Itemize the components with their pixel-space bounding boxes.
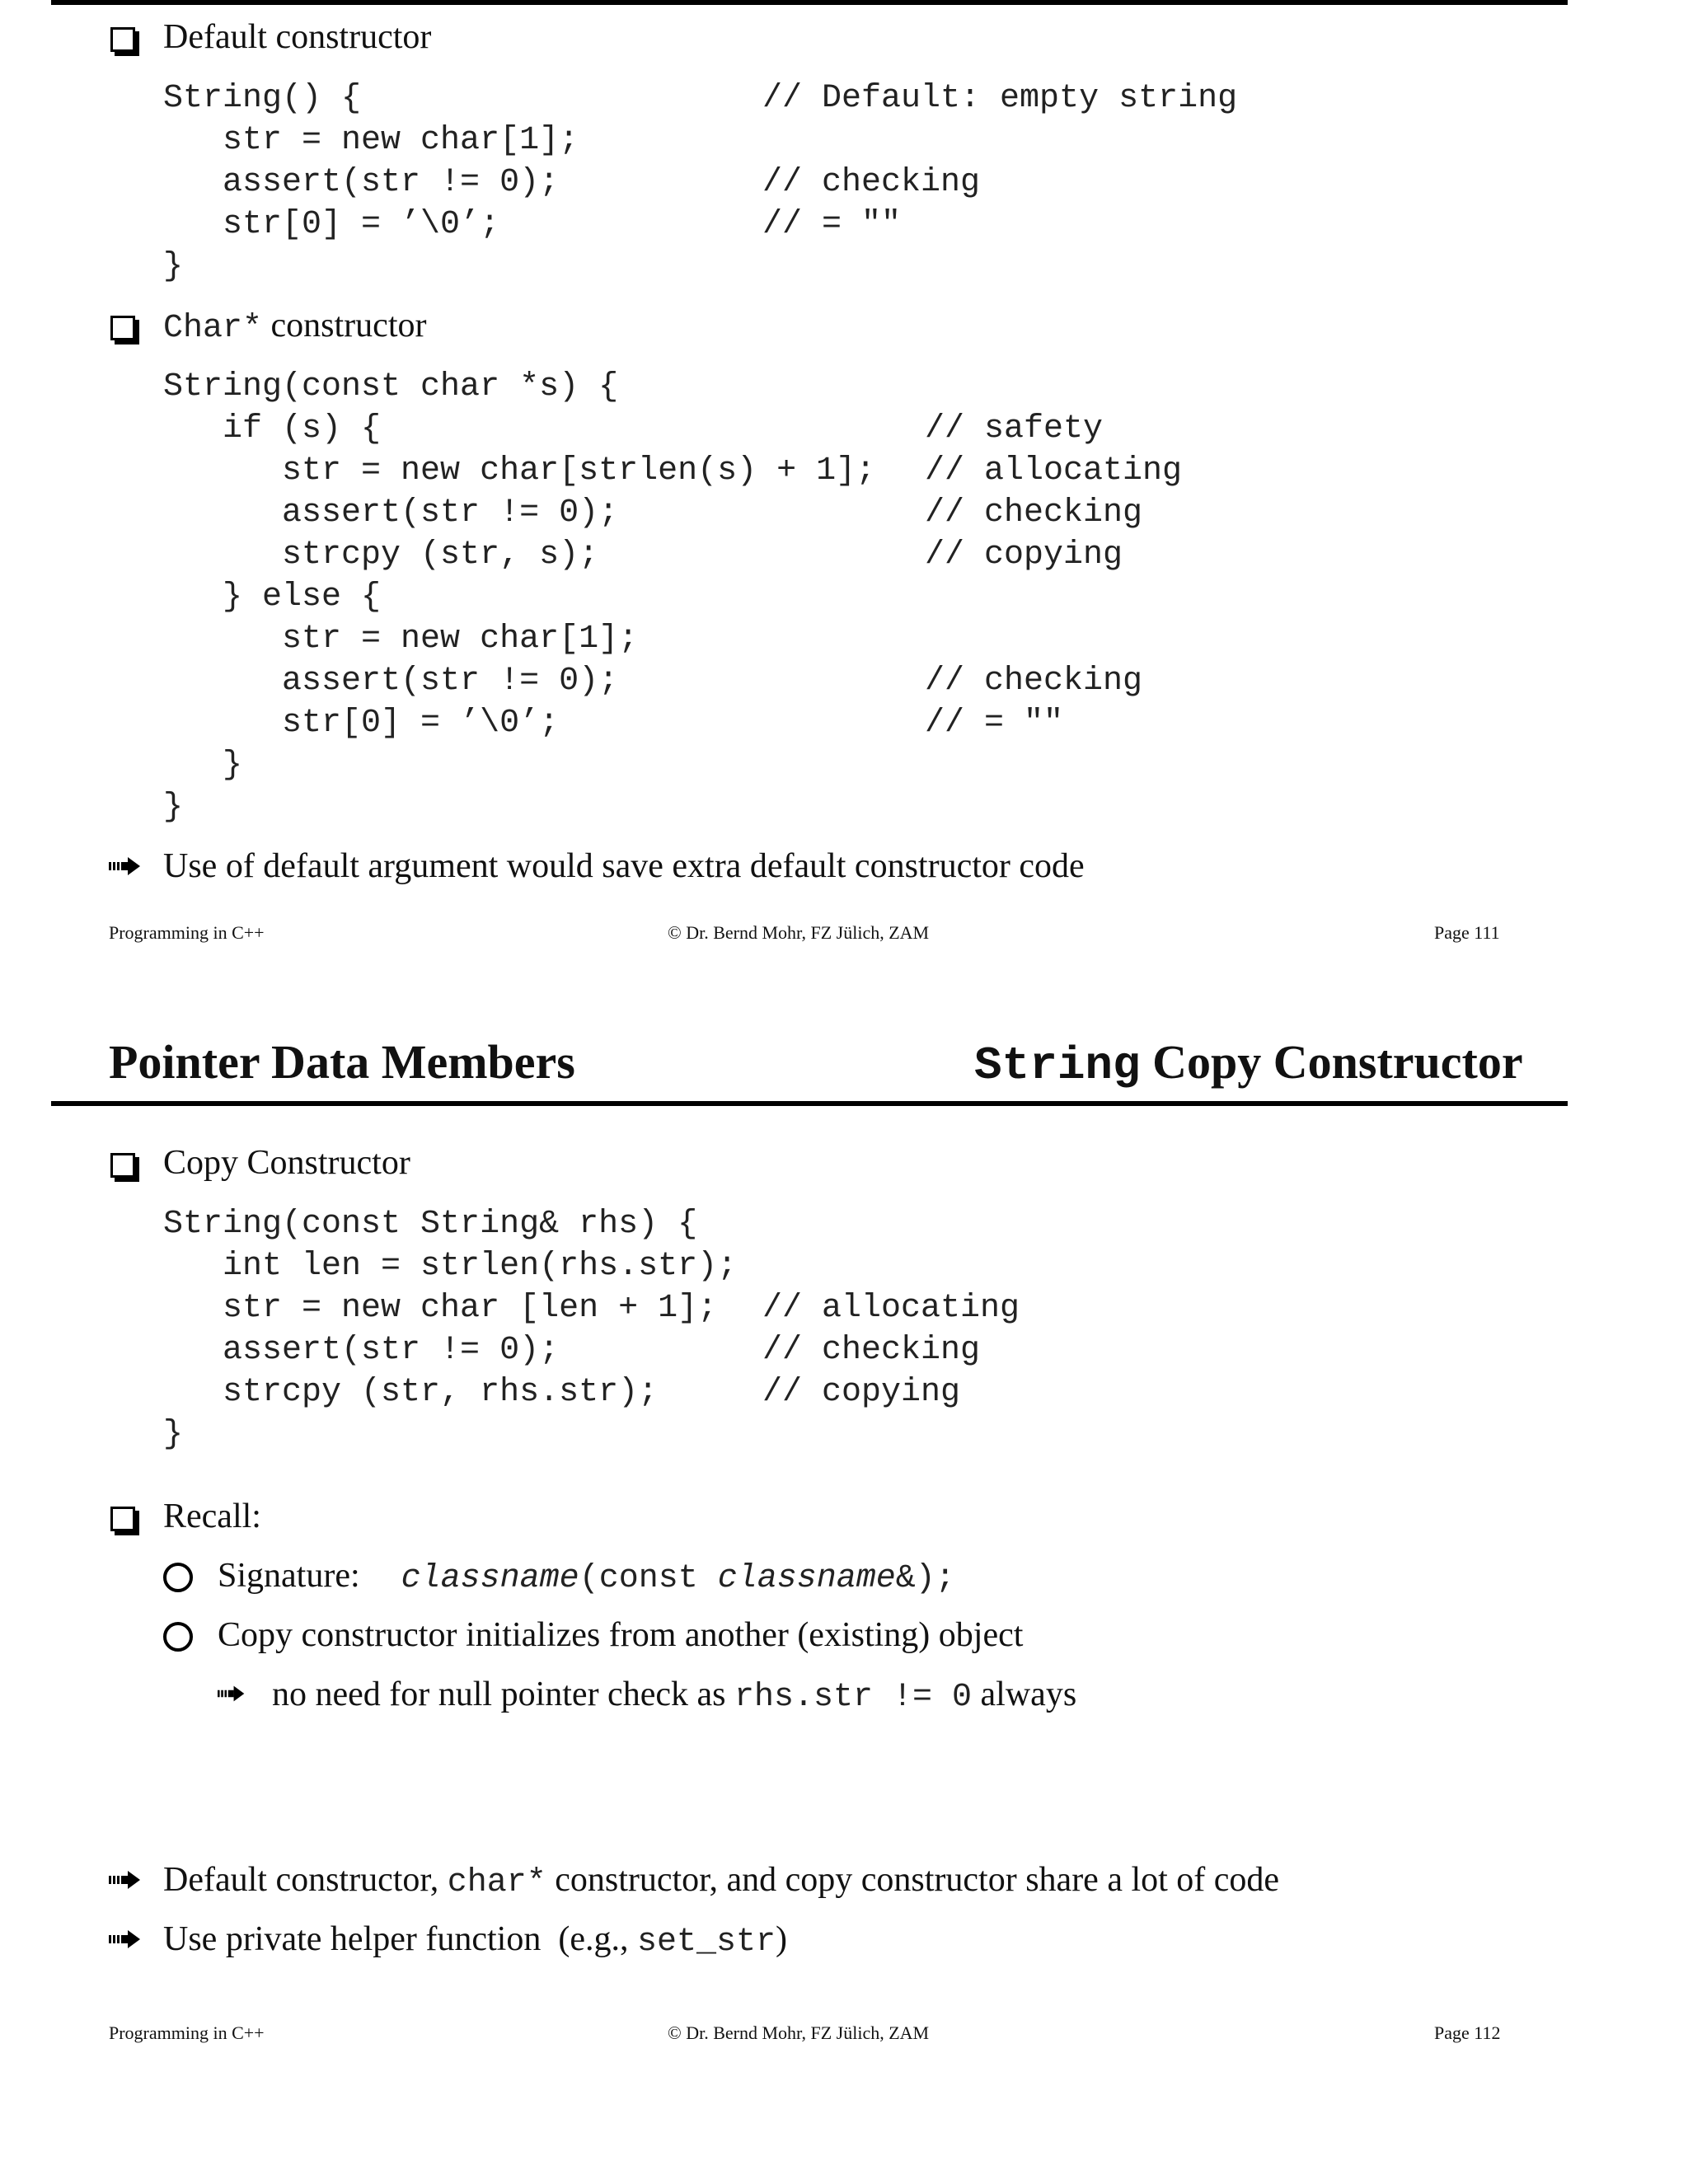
checkbox-bullet-icon <box>110 316 135 340</box>
top-rule <box>51 0 1568 5</box>
footer-left: Programming in C++ <box>109 922 265 943</box>
recall-heading: Recall: <box>163 1497 261 1535</box>
shared-code-code: char* <box>447 1864 546 1901</box>
copy-ctor-heading: Copy Constructor <box>163 1144 410 1182</box>
signature-code-ref: &); <box>895 1560 955 1597</box>
helper-text-b: ) <box>776 1920 787 1958</box>
code-line: str[0] = ’\0’; <box>163 206 500 243</box>
shared-code-text-b: constructor, and copy constructor share a lot of code <box>546 1861 1280 1899</box>
code-line: str = new char [len + 1]; <box>163 1290 718 1327</box>
code-line: str = new char[strlen(s) + 1]; <box>163 452 876 490</box>
footer-center: © Dr. Bernd Mohr, FZ Jülich, ZAM <box>668 922 930 943</box>
code-comment: // checking <box>762 164 981 201</box>
signature-label: Signature: <box>218 1557 360 1595</box>
arrow-bullet-icon <box>109 1930 142 1948</box>
code-comment: // copying <box>925 537 1123 574</box>
shared-code-text <box>163 1861 1279 1902</box>
null-check-code: rhs.str != 0 <box>734 1679 973 1716</box>
code-line: } <box>163 747 243 784</box>
code-line: strcpy (str, rhs.str); <box>163 1374 659 1411</box>
code-line: if (s) { <box>163 410 382 448</box>
arrow-bullet-icon <box>109 1871 142 1889</box>
page-subtitle <box>974 1037 1523 1091</box>
code-line: assert(str != 0); <box>163 164 560 201</box>
code-comment: // = "" <box>925 705 1064 742</box>
code-line: } <box>163 248 184 285</box>
checkbox-bullet-icon <box>110 1153 135 1178</box>
shared-code-text-a: Default constructor, <box>163 1861 448 1899</box>
footer-left: Programming in C++ <box>109 2022 265 2043</box>
code-line: assert(str != 0); <box>163 494 619 532</box>
signature-line <box>218 1557 955 1598</box>
footer-page-number: Page 112 <box>1434 2022 1501 2043</box>
code-line: int len = strlen(rhs.str); <box>163 1248 738 1285</box>
char-ctor-heading-code: Char* <box>163 310 263 347</box>
code-comment: // allocating <box>925 452 1183 490</box>
code-comment: // copying <box>762 1374 961 1411</box>
helper-code: set_str <box>636 1924 776 1961</box>
null-check-text-a: no need for null pointer check as <box>272 1675 734 1713</box>
code-comment: // checking <box>925 663 1143 700</box>
code-line: str = new char[1]; <box>163 122 579 159</box>
page-subtitle-text: Copy Constructor <box>1140 1035 1523 1089</box>
checkbox-bullet-icon <box>110 1507 135 1531</box>
code-line: str = new char[1]; <box>163 621 639 658</box>
footer-center: © Dr. Bernd Mohr, FZ Jülich, ZAM <box>668 2022 930 2043</box>
code-line: assert(str != 0); <box>163 1332 560 1369</box>
page-subtitle-code: String <box>974 1039 1141 1092</box>
checkbox-bullet-icon <box>110 27 135 52</box>
circle-bullet-icon <box>163 1563 193 1592</box>
copy-init-text: Copy constructor initializes from another (existing) object <box>218 1616 1024 1654</box>
code-line: str[0] = ’\0’; <box>163 705 560 742</box>
code-line: } <box>163 789 184 826</box>
helper-text-a: Use private helper function (e.g., <box>163 1920 637 1958</box>
signature-code-classname-2: classname <box>717 1560 896 1597</box>
signature-code-const: (const <box>579 1560 718 1597</box>
arrow-bullet-icon <box>218 1685 246 1702</box>
arrow-bullet-icon <box>109 857 142 875</box>
code-line: } else { <box>163 579 382 616</box>
char-ctor-heading <box>163 307 426 348</box>
code-line: } <box>163 1416 184 1453</box>
code-comment: // checking <box>925 494 1143 532</box>
footer-page-number: Page 111 <box>1434 922 1500 943</box>
char-ctor-heading-text: constructor <box>262 307 427 344</box>
code-line: String() { <box>163 80 362 117</box>
code-comment: // allocating <box>762 1290 1020 1327</box>
code-comment: // checking <box>762 1332 981 1369</box>
code-comment: // Default: empty string <box>762 80 1238 117</box>
code-comment: // safety <box>925 410 1104 448</box>
null-check-text <box>272 1675 1076 1717</box>
helper-text <box>163 1920 787 1961</box>
default-ctor-heading: Default constructor <box>163 18 432 56</box>
code-line: strcpy (str, s); <box>163 537 599 574</box>
null-check-text-b: always <box>972 1675 1077 1713</box>
title-rule <box>51 1101 1568 1106</box>
code-line: assert(str != 0); <box>163 663 619 700</box>
signature-code-classname: classname <box>401 1560 579 1597</box>
note-text: Use of default argument would save extra default constructor code <box>163 847 1085 885</box>
code-comment: // = "" <box>762 206 902 243</box>
code-line: String(const char *s) { <box>163 368 619 405</box>
page-title: Pointer Data Members <box>109 1035 575 1089</box>
code-line: String(const String& rhs) { <box>163 1206 698 1243</box>
circle-bullet-icon <box>163 1622 193 1652</box>
